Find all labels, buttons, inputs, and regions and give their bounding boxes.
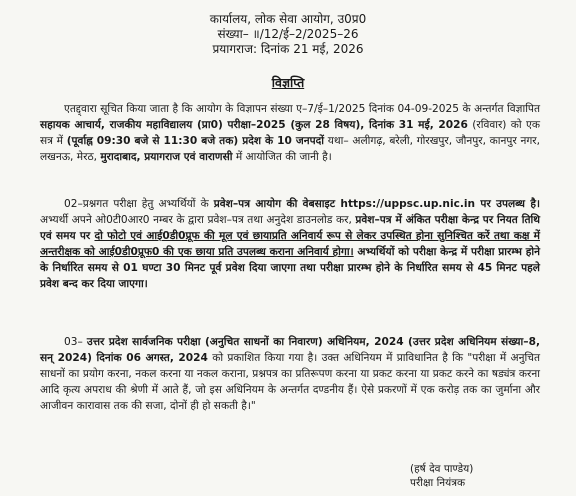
letterhead — [0, 12, 576, 57]
website-bold-run: प्रवेश–पत्र आयोग की वेबसाइट https://uppsc.up.nic.in पर उपलब्ध है। — [213, 198, 540, 210]
text-run: को प्रकाशित किया गया है। उक्त अधिनियम में प्राविधानित है कि "परीक्षा में अनुचित साधनों का प्रयोग करना, नकल करना या नकल कराना, प्रश्नपत्र का प्रतिरूपण करना या प्रकट करना या प्रकट करने का षड्यंत्र करना आदि कृत्य अपराध की श्रेणी में आते हैं, जो इस अधिनियम के अन्तर्गत दण्डनीय हैं। ऐसे प्रकरणों में एक करोड़ तक का जुर्माना और आजीवन कारावास तक की सजा, दोनों ही हो सकती है।" — [40, 352, 540, 412]
bold-run: सहायक आचार्य, राजकीय महाविद्यालय (प्रा0) परीक्षा–2025 (कुल 28 विषय), दिनांक 31 मई, 2026 — [40, 119, 468, 131]
bold-run: प्रवेश–पत्र में अंकित परीक्षा केन्द्र पर नियत तिथि एवं समय पर — [40, 214, 540, 242]
place-date: प्रयागराज: दिनांक 21 मई, 2026 — [212, 42, 364, 56]
text-run: में आयोजित की जानी है। — [232, 151, 332, 163]
text-run: 03– — [64, 336, 87, 348]
bold-run: उत्तर प्रदेश सार्वजनिक परीक्षा (अनुचित साधनों का निवारण) अधिनियम, 2024 (उत्तर प्रदेश अधिनियम संख्या–8, सन् 2024) दिनांक 06 अगस्त, 2024 — [40, 336, 540, 364]
bold-run: (पूर्वाह्न 09:30 बजे से 11:30 बजे तक) प्रदेश के 10 जनपदों — [66, 135, 325, 147]
reference-number: संख्या– ॥/12/ई–2/2025–26 — [217, 27, 359, 41]
signatory-name: (हर्ष देव पाण्डेय) — [410, 463, 474, 475]
bold-run: अभ्यर्थियों को परीक्षा केन्द्र में परीक्षा प्रारम्भ होने के निर्धारित समय से 01 घण्टा 30 मिनट पूर्व प्रवेश दिया जाएगा तथा परीक्षा प्रारम्भ होने के निर्धारित समय से 45 मिनट पहले प्रवेश बन्द कर दिया जाएगा। — [40, 246, 540, 290]
office-name: कार्यालय, लोक सेवा आयोग, उ0प्र0 — [209, 12, 367, 26]
text-run: यथा– अलीगढ़, बरेली, गोरखपुर, जौनपुर, कानपुर नगर, लखनऊ, मेरठ, — [40, 135, 540, 163]
paragraph-1 — [40, 101, 540, 165]
signatory-designation: परीक्षा नियंत्रक — [410, 477, 466, 489]
underlined-bold-run: दो फोटो एवं आई0डी0प्रूफ की मूल एवं छायाप्रति अनिवार्य रूप से लेकर उपस्थित होना सुनिश्चित करें तथा कक्ष में अन्तरीक्षक को आई0डी0प्रूफ0 की एक छाया प्रति उपलब्ध कराना अनिवार्य होगा। — [40, 230, 540, 258]
text-run: अभ्यर्थी अपने ओ0टी0आर0 नम्बर के द्वारा प्रवेश–पत्र तथा अनुदेश डाउनलोड कर, — [40, 214, 356, 226]
notice-title: विज्ञप्ति — [271, 75, 305, 90]
text-run: (रविवार) को एक सत्र में — [40, 119, 540, 147]
signature-block — [410, 462, 473, 490]
bold-run: मुरादाबाद, प्रयागराज एवं वाराणसी — [100, 151, 233, 163]
paragraph-3 — [40, 334, 540, 414]
paragraph-2 — [40, 196, 540, 292]
text-run: एतद्द्वारा सूचित किया जाता है कि आयोग के विज्ञापन संख्या ए–7/ई–1/2025 दिनांक 04-09-2025 के अन्तर्गत विज्ञापित — [64, 103, 540, 115]
text-run: 02–प्रश्नगत परीक्षा हेतु अभ्यर्थियों के — [64, 198, 214, 210]
